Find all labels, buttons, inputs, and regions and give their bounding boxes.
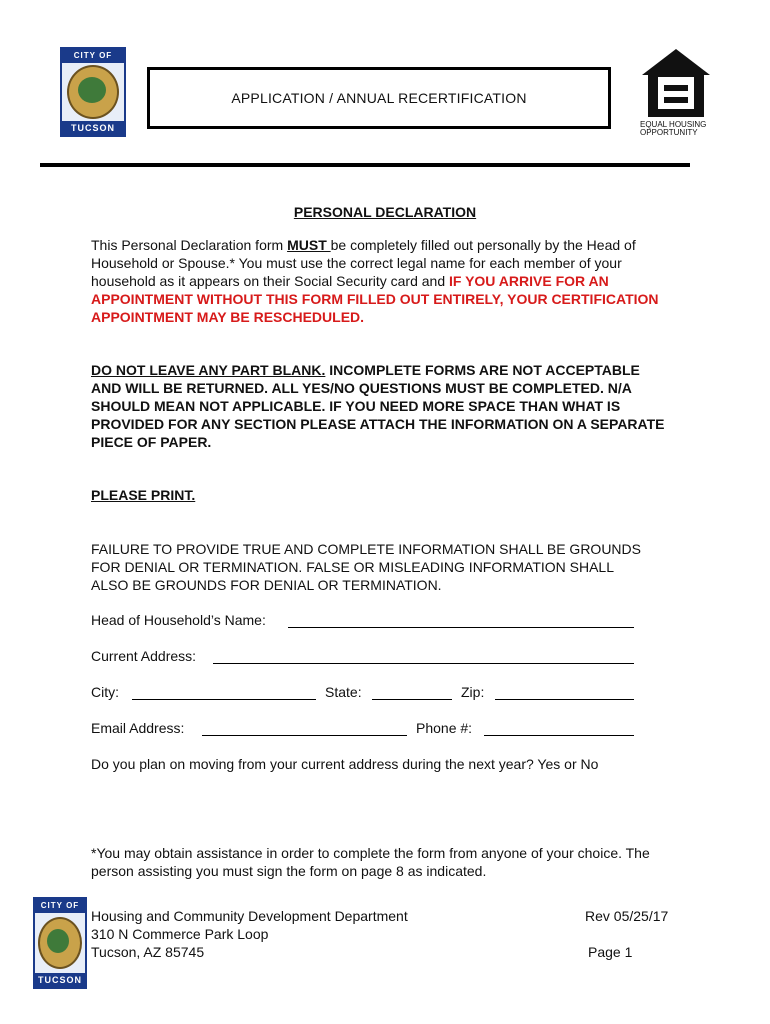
form-title: APPLICATION / ANNUAL RECERTIFICATION (231, 90, 527, 106)
seal-bottom-text: TUCSON (35, 973, 85, 987)
zip-field[interactable] (495, 698, 634, 700)
seal-top-text: CITY OF (35, 899, 85, 913)
moving-question: Do you plan on moving from your current address during the next year? Yes or No (91, 756, 599, 772)
footer-street: 310 N Commerce Park Loop (91, 926, 269, 942)
instructions-paragraph: DO NOT LEAVE ANY PART BLANK. INCOMPLETE FORMS ARE NOT ACCEPTABLE AND WILL BE RETURNED. ALL YES/NO QUESTIONS MUST BE COMPLETED. N/A SHOULD MEAN NOT APPLICABLE. IF YOU NEED MORE SPACE THAN WHAT IS PROVIDED FOR ANY SECTION PLEASE ATTACH THE INFORMATION ON A SEPARATE PIECE OF PAPER. (91, 362, 665, 450)
email-field[interactable] (202, 734, 407, 736)
intro-paragraph: This Personal Declaration form MUST be completely filled out personally by the Head of Household or Spouse.* You must use the correct legal name for each member of your household as it appears on their Social Security card and IF YOU ARRIVE FOR AN APPOINTMENT WITHOUT THIS FORM FILLED OUT ENTIRELY, YOUR CERTIFICATION APPOINTMENT MAY BE RESCHEDULED. (91, 237, 659, 325)
state-field[interactable] (372, 698, 452, 700)
seal-bottom-text: TUCSON (62, 121, 124, 135)
please-print: PLEASE PRINT. (91, 487, 196, 503)
equal-housing-label: EQUAL HOUSING OPPORTUNITY (640, 120, 707, 137)
city-label: City: (91, 684, 119, 700)
city-field[interactable] (132, 698, 316, 700)
phone-label: Phone #: (416, 720, 473, 736)
city-seal-logo-footer (33, 897, 87, 989)
reschedule-warning: IF YOU ARRIVE FOR AN APPOINTMENT WITHOUT THIS FORM FILLED OUT ENTIRELY, YOUR CERTIFICATION APPOINTMENT MAY BE RESCHEDULED. (91, 273, 659, 325)
address-field[interactable] (213, 662, 634, 664)
section-heading: PERSONAL DECLARATION (293, 204, 477, 220)
zip-label: Zip: (461, 684, 485, 700)
city-seal-logo (60, 47, 126, 137)
head-name-field[interactable] (288, 626, 634, 628)
state-label: State: (325, 684, 362, 700)
form-title-box (147, 67, 611, 129)
footer-address (91, 907, 408, 961)
header-divider (40, 163, 690, 167)
phone-field[interactable] (484, 734, 634, 736)
failure-warning: FAILURE TO PROVIDE TRUE AND COMPLETE INFORMATION SHALL BE GROUNDS FOR DENIAL OR TERMINATION. FALSE OR MISLEADING INFORMATION SHALL ALSO BE GROUNDS FOR DENIAL OR TERMINATION. (91, 541, 641, 593)
footer-city: Tucson, AZ 85745 (91, 944, 205, 960)
page-number: Page 1 (588, 944, 633, 960)
equal-housing-icon (640, 47, 712, 119)
assistance-note: *You may obtain assistance in order to complete the form from anyone of your choice. The person assisting you must sign the form on page 8 as indicated. (91, 845, 650, 879)
revision-date: Rev 05/25/17 (585, 908, 669, 924)
do-not-leave-blank: DO NOT LEAVE ANY PART BLANK. (91, 362, 326, 378)
must-emphasis: MUST (287, 237, 331, 253)
head-name-label: Head of Household’s Name: (91, 612, 266, 628)
address-label: Current Address: (91, 648, 197, 664)
email-label: Email Address: (91, 720, 185, 736)
seal-top-text: CITY OF (62, 49, 124, 63)
footer-dept: Housing and Community Development Department (91, 908, 408, 924)
